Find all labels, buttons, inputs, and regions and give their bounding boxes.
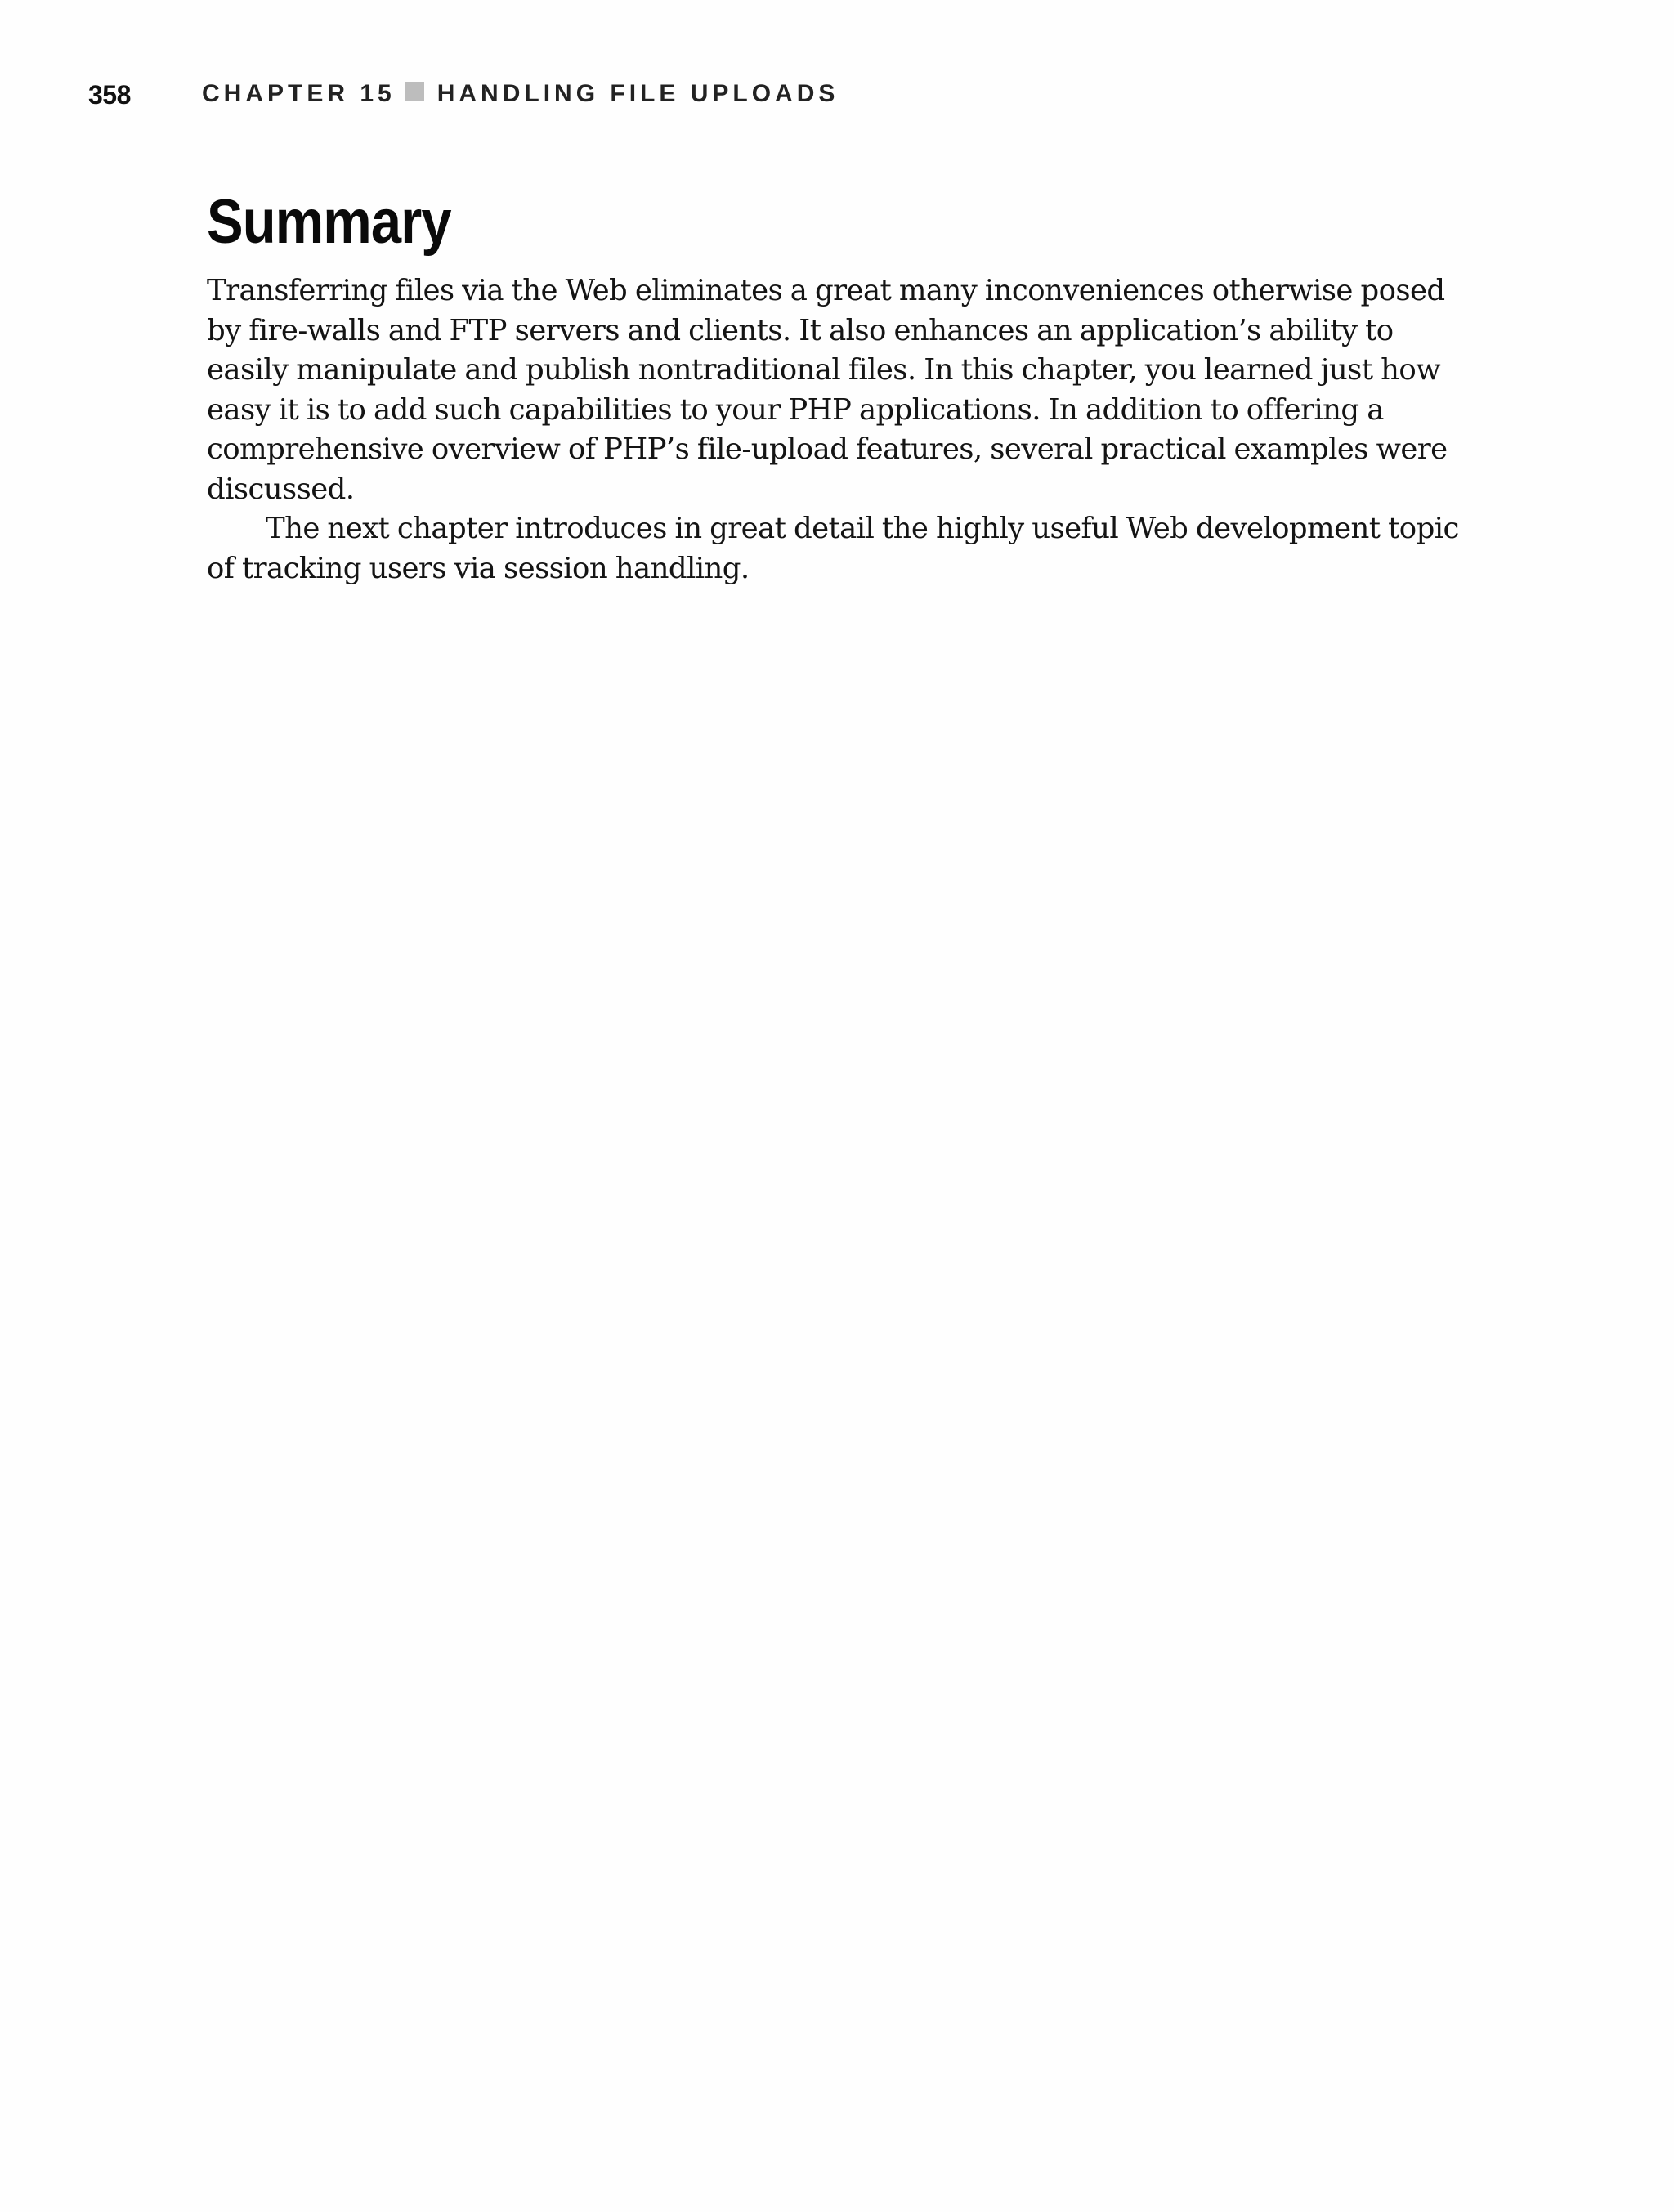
separator-square-icon	[405, 82, 424, 101]
section-title: Summary	[207, 187, 451, 257]
body-paragraph: Transferring files via the Web eliminates a great many inconveniences otherwise posed by fire-walls and FTP servers and clients. It also enhances an application’s ability to easily manipulate and publish nontraditional files. In this chapter, you learned just how easy it is to add such capabilities to your PHP applications. In addition to offering a comprehensive overview of PHP’s file-upload features, several practical examples were discussed.	[207, 274, 1448, 506]
section-body	[207, 271, 1466, 589]
running-head	[0, 80, 1674, 116]
page-number: 358	[88, 80, 131, 110]
chapter-title: HANDLING FILE UPLOADS	[436, 80, 839, 107]
chapter-number: CHAPTER 15	[202, 80, 396, 107]
chapter-heading	[202, 80, 839, 108]
body-paragraph: The next chapter introduces in great detail the highly useful Web development topic of tracking users via session handling.	[207, 512, 1459, 585]
